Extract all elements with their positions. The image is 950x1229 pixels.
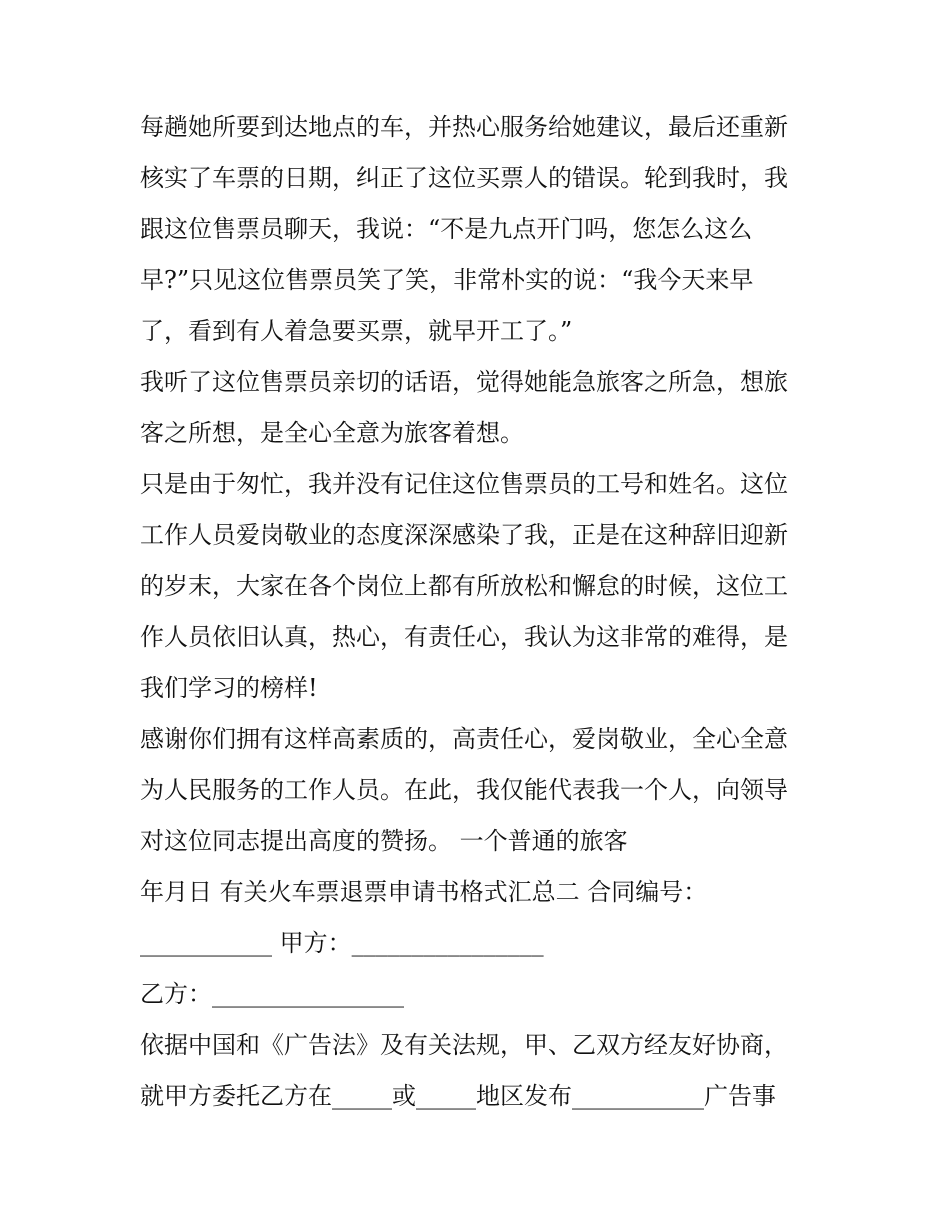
text-line-4: 早?”只见这位售票员笑了笑，非常朴实的说：“我今天来早 xyxy=(140,266,754,294)
text-line-1: 每趟她所要到达地点的车，并热心服务给她建议，最后还重新 xyxy=(140,113,788,141)
text-line-2: 核实了车票的日期，纠正了这位买票人的错误。轮到我时，我 xyxy=(140,164,788,192)
text-line-11: 作人员依旧认真，热心，有责任心，我认为这非常的难得，是 xyxy=(140,623,788,651)
text-line-7: 客之所想，是全心全意为旅客着想。 xyxy=(140,419,524,447)
text-line-5: 了，看到有人着急要买票，就早开工了。” xyxy=(140,317,573,345)
text-line-8: 只是由于匆忙，我并没有记住这位售票员的工号和姓名。这位 xyxy=(140,470,788,498)
text-line-14: 为人民服务的工作人员。在此，我仅能代表我一个人，向领导 xyxy=(140,776,788,804)
text-line-15: 对这位同志提出高度的赞扬。 一个普通的旅客 xyxy=(140,827,628,855)
text-line-10: 的岁末，大家在各个岗位上都有所放松和懈怠的时候，这位工 xyxy=(140,572,788,600)
text-line-3: 跟这位售票员聊天，我说：“不是九点开门吗，您怎么这么 xyxy=(140,215,753,243)
text-line-9: 工作人员爱岗敬业的态度深深感染了我，正是在这种辞旧迎新 xyxy=(140,521,788,549)
text-line-13: 感谢你们拥有这样高素质的，高责任心，爱岗敬业，全心全意 xyxy=(140,725,788,753)
text-line-17: ___________ 甲方：________________ xyxy=(140,929,544,957)
text-line-20: 就甲方委托乙方在_____或_____地区发布___________广告事 xyxy=(140,1082,776,1110)
text-line-16: 年月日 有关火车票退票申请书格式汇总二 合同编号： xyxy=(140,878,708,906)
text-line-19: 依据中国和《广告法》及有关法规，甲、乙双方经友好协商， xyxy=(140,1031,788,1059)
text-line-18: 乙方：________________ xyxy=(140,980,404,1008)
document-body xyxy=(140,102,820,1122)
text-line-12: 我们学习的榜样! xyxy=(140,674,318,702)
text-line-6: 我听了这位售票员亲切的话语，觉得她能急旅客之所急，想旅 xyxy=(140,368,788,396)
